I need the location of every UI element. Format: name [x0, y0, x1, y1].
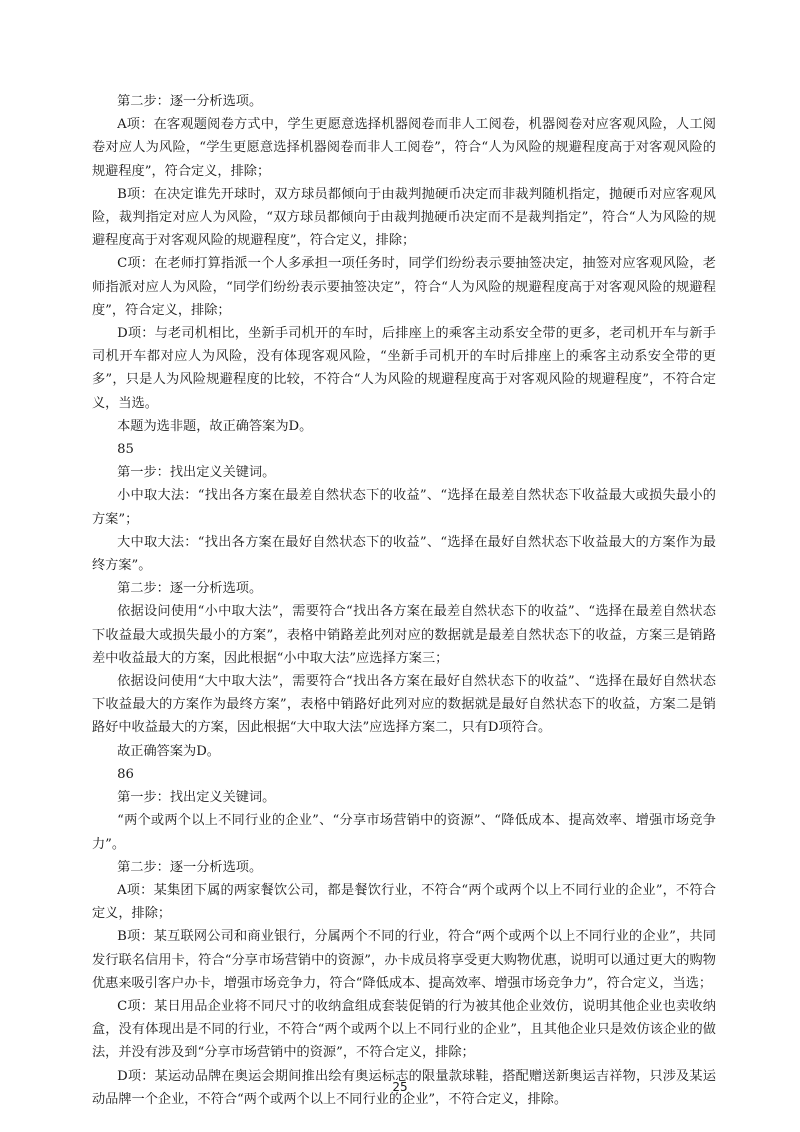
paragraph: 大中取大法：“找出各方案在最好自然状态下的收益”、“选择在最好自然状态下收益最大的方案作为最终方案”。 [92, 534, 716, 574]
paragraph: C项：在老师打算指派一个人多承担一项任务时，同学们纷纷表示要抽签决定，抽签对应客观风险，老师指派对应人为风险，“同学们纷纷表示要抽签决定”，符合“人为风险的规避程度高于对客观风险的规避程度”，符合定义，排除； [92, 256, 716, 318]
paragraph: D项：某运动品牌在奥运会期间推出绘有奥运标志的限量款球鞋，搭配赠送新奥运吉祥物，只涉及某运动品牌一个企业，不符合“两个或两个以上不同行业的企业”，不符合定义，排除。 [92, 1068, 716, 1107]
paragraph: 第二步：逐一分析选项。 [117, 581, 263, 597]
document-body [92, 90, 716, 1111]
paragraph: A项：在客观题阅卷方式中，学生更愿意选择机器阅卷而非人工阅卷，机器阅卷对应客观风险，人工阅卷对应人为风险，“学生更愿意选择机器阅卷而非人工阅卷”，符合“人为风险的规避程度高于对客观风险的规避程度”，符合定义，排除； [92, 117, 716, 179]
paragraph: 本题为选非题，故正确答案为D。 [117, 418, 313, 434]
paragraph: D项：与老司机相比，坐新手司机开的车时，后排座上的乘客主动系安全带的更多，老司机开车与新手司机开车都对应人为风险，没有体现客观风险，“坐新手司机开的车时后排座上的乘客主动系安全带的更多”，只是人为风险规避程度的比较，不符合“人为风险的规避程度高于对客观风险的规避程度”，不符合定义，当选。 [92, 326, 716, 411]
paragraph: 依据设问使用“小中取大法”，需要符合“找出各方案在最差自然状态下的收益”、“选择在最差自然状态下收益最大或损失最小的方案”，表格中销路差此列对应的数据就是最差自然状态下的收益，方案三是销路差中收益最大的方案，因此根据“小中取大法”应选择方案三； [92, 604, 716, 666]
question-number: 86 [117, 766, 134, 782]
paragraph: 小中取大法：“找出各方案在最差自然状态下的收益”、“选择在最差自然状态下收益最大或损失最小的方案”； [92, 488, 716, 527]
paragraph: 第一步：找出定义关键词。 [117, 790, 276, 806]
paragraph: “两个或两个以上不同行业的企业”、“分享市场营销中的资源”、“降低成本、提高效率、增强市场竞争力”。 [92, 813, 716, 852]
paragraph: 第二步：逐一分析选项。 [117, 859, 263, 875]
paragraph: 故正确答案为D。 [117, 743, 220, 759]
question-number: 85 [117, 442, 134, 458]
paragraph: B项：在决定谁先开球时，双方球员都倾向于由裁判抛硬币决定而非裁判随机指定，抛硬币对应客观风险，裁判指定对应人为风险，“双方球员都倾向于由裁判抛硬币决定而不是裁判指定”，符合“人为风险的规避程度高于对客观风险的规避程度”，符合定义，排除； [92, 186, 716, 249]
paragraph: 第一步：找出定义关键词。 [117, 465, 276, 481]
paragraph: C项：某日用品企业将不同尺寸的收纳盒组成套装促销的行为被其他企业效仿，说明其他企业也卖收纳盒，没有体现出是不同的行业，不符合“两个或两个以上不同行业的企业”，且其他企业只是效仿该企业的做法，并没有涉及到“分享市场营销中的资源”，不符合定义，排除； [92, 998, 716, 1061]
paragraph: B项：某互联网公司和商业银行，分属两个不同的行业，符合“两个或两个以上不同行业的企业”，共同发行联名信用卡，符合“分享市场营销中的资源”，办卡成员将享受更大购物优惠，说明可以通过更大的购物优惠来吸引客户办卡，增强市场竞争力，符合“降低成本、提高效率、增强市场竞争力”，符合定义，当选； [92, 929, 716, 991]
paragraph: A项：某集团下属的两家餐饮公司，都是餐饮行业，不符合“两个或两个以上不同行业的企业”，不符合定义，排除； [92, 882, 716, 922]
paragraph: 依据设问使用“大中取大法”，需要符合“找出各方案在最好自然状态下的收益”、“选择在最好自然状态下收益最大的方案作为最终方案”，表格中销路好此列对应的数据就是最好自然状态下的收益，方案二是销路好中收益最大的方案，因此根据“大中取大法”应选择方案二，只有D项符合。 [92, 674, 716, 736]
page-number: 25 [392, 1080, 408, 1094]
paragraph: 第二步：逐一分析选项。 [117, 94, 263, 109]
